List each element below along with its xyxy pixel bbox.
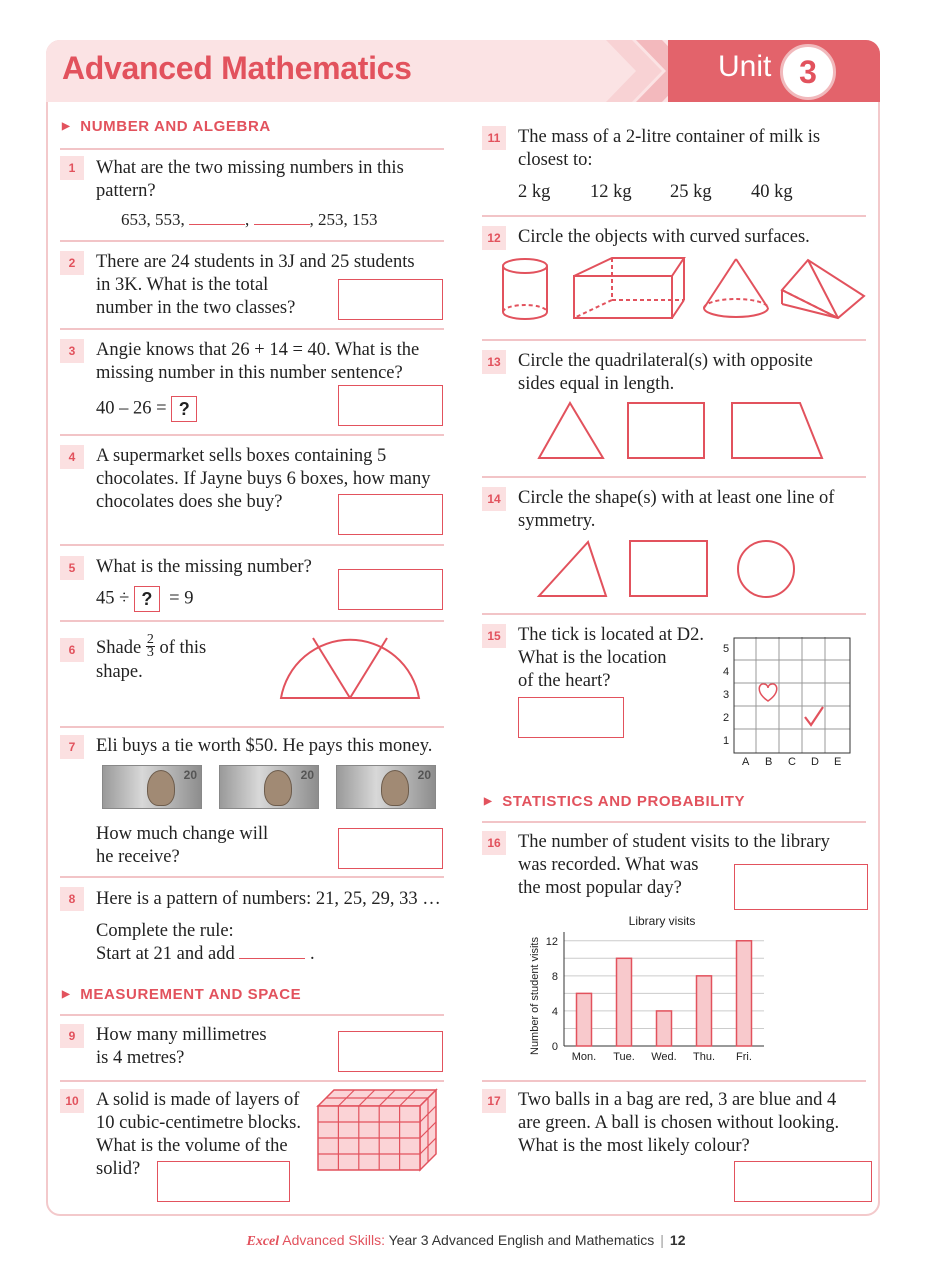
- answer-box[interactable]: [338, 828, 443, 869]
- grid-col-label: A: [742, 756, 750, 768]
- question-number: 8: [60, 887, 84, 911]
- question-number: 2: [60, 251, 84, 275]
- question-14-text: Circle the shape(s) with at least one line of symmetry.: [518, 488, 835, 531]
- triangle-shape[interactable]: [539, 403, 603, 458]
- answer-blank[interactable]: [254, 211, 310, 225]
- question-7-text-2: How much change will he receive?: [96, 824, 269, 867]
- chart-ytick-label: 8: [551, 970, 558, 983]
- chart-xtick-label: Mon.: [571, 1051, 597, 1063]
- chart-xtick-label: Wed.: [651, 1051, 677, 1063]
- chart-xtick-label: Fri.: [736, 1051, 752, 1063]
- grid-col-label: B: [765, 756, 773, 768]
- rectangle-shape[interactable]: [628, 403, 704, 458]
- question-1-sequence: 653, 553, , , 253, 153: [121, 210, 378, 229]
- question-number: 7: [60, 735, 84, 759]
- chart-ytick-label: 12: [545, 935, 558, 948]
- answer-box[interactable]: [338, 1031, 443, 1072]
- question-number: 6: [60, 638, 84, 662]
- question-number: 1: [60, 156, 84, 180]
- answer-box[interactable]: [338, 279, 443, 320]
- question-13-text: Circle the quadrilateral(s) with opposite sides equal in length.: [518, 351, 813, 394]
- scalene-triangle-shape[interactable]: [539, 542, 606, 596]
- trapezium-shape[interactable]: [732, 403, 822, 458]
- section-measurement-space: ▶ MEASUREMENT AND SPACE: [62, 986, 302, 1003]
- answer-box[interactable]: [734, 1161, 872, 1202]
- question-number: 17: [482, 1089, 506, 1113]
- question-number: 10: [60, 1089, 84, 1113]
- question-number: 9: [60, 1024, 84, 1048]
- section-number-algebra: ▶ NUMBER AND ALGEBRA: [62, 118, 271, 135]
- question-number: 13: [482, 350, 506, 374]
- cone-shape[interactable]: [704, 259, 768, 317]
- grid-row-label: 1: [723, 735, 730, 747]
- question-15-text: The tick is located at D2. What is the location of the heart?: [518, 625, 704, 691]
- footer-brand: Excel: [246, 1234, 280, 1249]
- question-number: 5: [60, 556, 84, 580]
- question-8-rule: Complete the rule: Start at 21 and add .: [96, 921, 315, 964]
- question-number: 14: [482, 487, 506, 511]
- section-statistics-probability: ▶ STATISTICS AND PROBABILITY: [484, 793, 746, 810]
- grid-row-label: 2: [723, 712, 730, 724]
- page-number: 12: [669, 1232, 686, 1248]
- location-grid: [733, 637, 851, 755]
- fraction: $\frac{2}{3}$: [146, 632, 154, 660]
- option-25kg[interactable]: 25 kg: [670, 182, 712, 202]
- question-12-text: Circle the objects with curved surfaces.: [518, 227, 810, 247]
- question-17-text: Two balls in a bag are red, 3 are blue and 4 are green. A ball is chosen without looking. What is the most likely colour?: [518, 1090, 840, 1156]
- question-number: 11: [482, 126, 506, 150]
- question-number: 16: [482, 831, 506, 855]
- missing-number-box: ?: [171, 396, 197, 422]
- chart-bar: [617, 958, 632, 1046]
- footer-series: Advanced Skills:: [279, 1232, 385, 1248]
- cylinder-shape[interactable]: [503, 259, 547, 319]
- heart-icon: [759, 684, 777, 701]
- question-6-text: Shade $\frac{2}{3}$ of this shape.: [96, 632, 207, 682]
- question-number: 4: [60, 445, 84, 469]
- question-3-text: Angie knows that 26 + 14 = 40. What is the missing number in this number sentence?: [96, 340, 420, 383]
- chart-ylabel: Number of student visits: [529, 937, 541, 1055]
- answer-box[interactable]: [518, 697, 624, 738]
- unit-number-badge: 3: [780, 44, 836, 100]
- circle-shape[interactable]: [738, 541, 794, 597]
- question-number: 15: [482, 624, 506, 648]
- chart-bar: [577, 993, 592, 1046]
- page-title: Advanced Mathematics: [62, 50, 412, 86]
- question-1-text: What are the two missing numbers in this pattern?: [96, 158, 404, 201]
- question-5-text: What is the missing number?: [96, 557, 312, 577]
- chart-bar: [737, 941, 752, 1046]
- twenty-dollar-note: 20: [219, 765, 319, 809]
- triangular-prism-shape[interactable]: [782, 260, 864, 318]
- grid-row-label: 3: [723, 689, 730, 701]
- option-40kg[interactable]: 40 kg: [751, 182, 793, 202]
- option-12kg[interactable]: 12 kg: [590, 182, 632, 202]
- chart-ytick-label: 0: [551, 1041, 558, 1053]
- question-7-text: Eli buys a tie worth $50. He pays this money.: [96, 736, 433, 756]
- question-10-text: A solid is made of layers of 10 cubic-centimetre blocks. What is the volume of the solid?: [96, 1090, 301, 1179]
- answer-blank[interactable]: [189, 211, 245, 225]
- question-number: 12: [482, 226, 506, 250]
- question-16-text: The number of student visits to the library was recorded. What was the most popular day?: [518, 832, 830, 898]
- semicircle-shape[interactable]: [278, 610, 424, 702]
- missing-number-box: ?: [134, 586, 160, 612]
- grid-col-label: C: [788, 756, 796, 768]
- question-2-text: There are 24 students in 3J and 25 students in 3K. What is the total number in the two classes?: [96, 252, 415, 318]
- footer-title: Year 3 Advanced English and Mathematics: [384, 1232, 655, 1248]
- symmetry-shapes-row: [536, 538, 798, 600]
- unit-block: [668, 40, 880, 102]
- solids-row: [500, 256, 870, 326]
- answer-box[interactable]: [338, 569, 443, 610]
- answer-box[interactable]: [734, 864, 868, 910]
- page-footer: Excel Advanced Skills: Year 3 Advanced English and Mathematics | 12: [246, 1232, 686, 1249]
- library-visits-chart: [520, 910, 770, 1070]
- answer-box[interactable]: [338, 494, 443, 535]
- question-5-equation: 45 ÷ ? = 9: [96, 586, 193, 612]
- twenty-dollar-note: 20: [336, 765, 436, 809]
- chart-bar: [697, 976, 712, 1046]
- answer-box[interactable]: [338, 385, 443, 426]
- twenty-dollar-note: 20: [102, 765, 202, 809]
- cube-block-solid: [316, 1088, 438, 1172]
- rectangle-shape[interactable]: [630, 541, 707, 596]
- rectangular-prism-shape[interactable]: [574, 258, 684, 318]
- grid-row-label: 4: [723, 666, 730, 678]
- grid-row-label: 5: [723, 643, 730, 655]
- grid-col-label: D: [811, 756, 819, 768]
- answer-box[interactable]: [157, 1161, 290, 1202]
- unit-label: Unit: [718, 50, 772, 83]
- chart-xtick-label: Tue.: [613, 1051, 635, 1063]
- chart-xtick-label: Thu.: [692, 1051, 716, 1063]
- chart-ytick-label: 4: [551, 1005, 558, 1018]
- answer-blank[interactable]: [239, 945, 305, 959]
- tick-icon: [805, 707, 823, 725]
- question-8-text: Here is a pattern of numbers: 21, 25, 29, 33 …: [96, 889, 441, 909]
- grid-col-label: E: [834, 756, 842, 768]
- question-9-text: How many millimetres is 4 metres?: [96, 1025, 267, 1068]
- chart-title: Library visits: [628, 914, 696, 928]
- question-3-equation: 40 – 26 = ?: [96, 396, 197, 422]
- header-banner: [46, 40, 880, 102]
- question-number: 3: [60, 339, 84, 363]
- quadrilateral-row: [536, 400, 826, 462]
- question-11-text: The mass of a 2-litre container of milk is closest to:: [518, 127, 821, 170]
- chart-bar: [657, 1011, 672, 1046]
- question-4-text: A supermarket sells boxes containing 5 chocolates. If Jayne buys 6 boxes, how many chocolates does she buy?: [96, 446, 431, 512]
- option-2kg[interactable]: 2 kg: [518, 182, 551, 202]
